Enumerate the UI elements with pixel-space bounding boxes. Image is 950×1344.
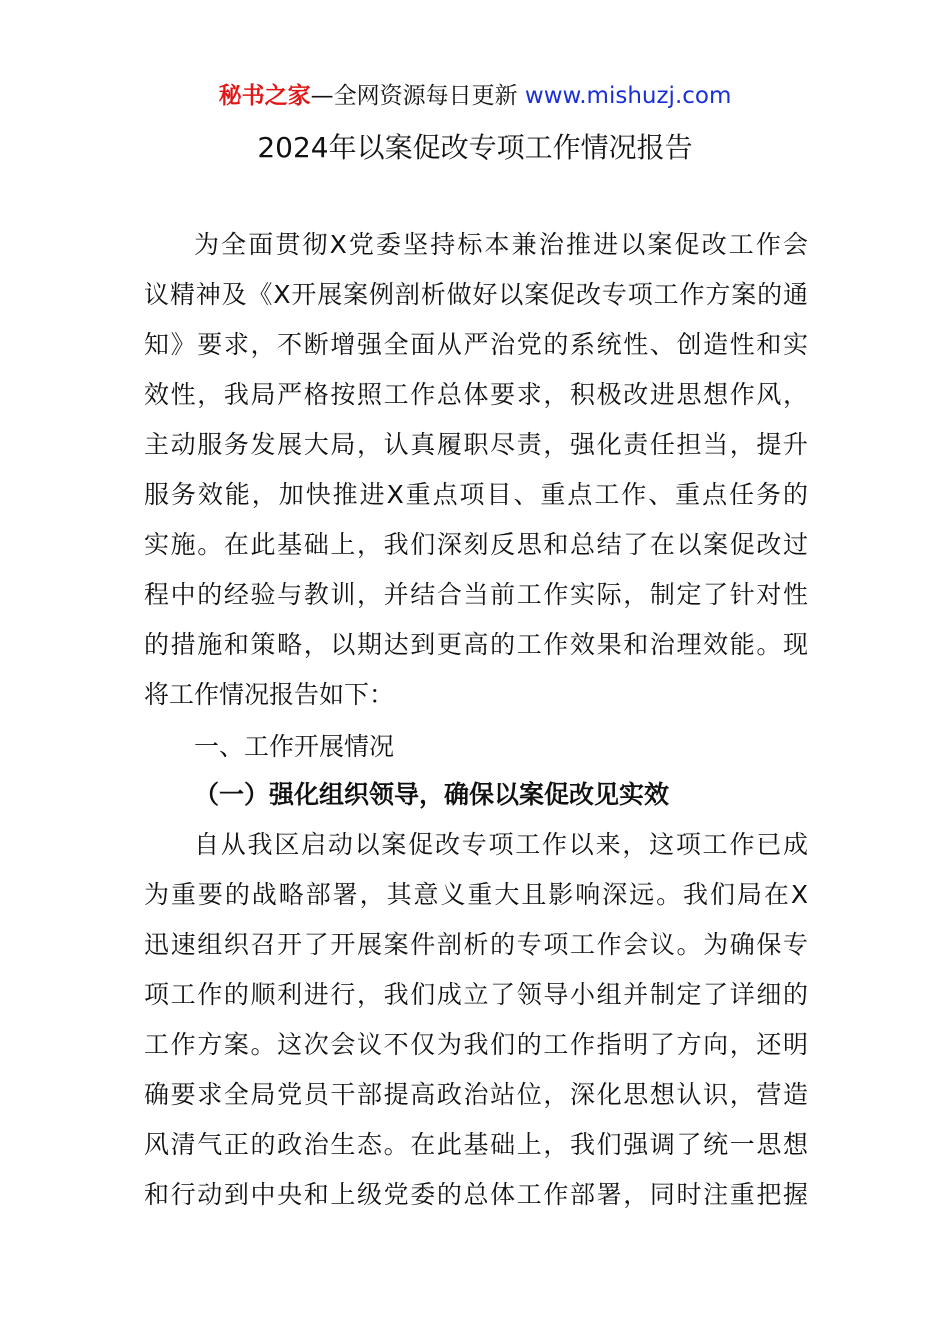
paragraph-line: 议精神及《X开展案例剖析做好以案促改专项工作方案的通: [144, 280, 808, 309]
section-heading: 一、工作开展情况: [194, 732, 395, 761]
paragraph-line: 项工作的顺利进行，我们成立了领导小组并制定了详细的: [144, 980, 808, 1009]
site-header: [0, 80, 950, 112]
intro-paragraph: [144, 220, 808, 720]
section-paragraph: [144, 820, 808, 1220]
sub-heading: （一）强化组织领导，确保以案促改见实效: [194, 780, 670, 809]
paragraph-line: 为全面贯彻X党委坚持标本兼治推进以案促改工作会: [194, 230, 808, 259]
paragraph-line: 确要求全局党员干部提高政治站位，深化思想认识，营造: [144, 1080, 808, 1109]
paragraph-line: 程中的经验与教训，并结合当前工作实际，制定了针对性: [144, 580, 808, 609]
document-title: 2024年以案促改专项工作情况报告: [257, 131, 693, 164]
paragraph-line: 知》要求，不断增强全面从严治党的系统性、创造性和实: [144, 330, 808, 359]
paragraph-line: 将工作情况报告如下：: [144, 680, 395, 709]
paragraph-line: 实施。在此基础上，我们深刻反思和总结了在以案促改过: [144, 530, 808, 559]
site-url: www.mishuzj.com: [524, 83, 732, 109]
paragraph-line: 主动服务发展大局，认真履职尽责，强化责任担当，提升: [144, 430, 808, 459]
paragraph-line: 和行动到中央和上级党委的总体工作部署，同时注重把握: [144, 1180, 808, 1209]
paragraph-line: 的措施和策略，以期达到更高的工作效果和治理效能。现: [144, 630, 808, 659]
paragraph-line: 效性，我局严格按照工作总体要求，积极改进思想作风，: [144, 380, 808, 409]
paragraph-line: 自从我区启动以案促改专项工作以来，这项工作已成: [194, 830, 808, 859]
paragraph-line: 迅速组织召开了开展案件剖析的专项工作会议。为确保专: [144, 930, 808, 959]
paragraph-line: 为重要的战略部署，其意义重大且影响深远。我们局在X: [144, 880, 808, 909]
paragraph-line: 工作方案。这次会议不仅为我们的工作指明了方向，还明: [144, 1030, 808, 1059]
header-tagline: —全网资源每日更新: [310, 83, 525, 109]
paragraph-line: 风清气正的政治生态。在此基础上，我们强调了统一思想: [144, 1130, 808, 1159]
paragraph-line: 服务效能，加快推进X重点项目、重点工作、重点任务的: [144, 480, 808, 509]
brand-name: 秘书之家: [218, 83, 311, 109]
